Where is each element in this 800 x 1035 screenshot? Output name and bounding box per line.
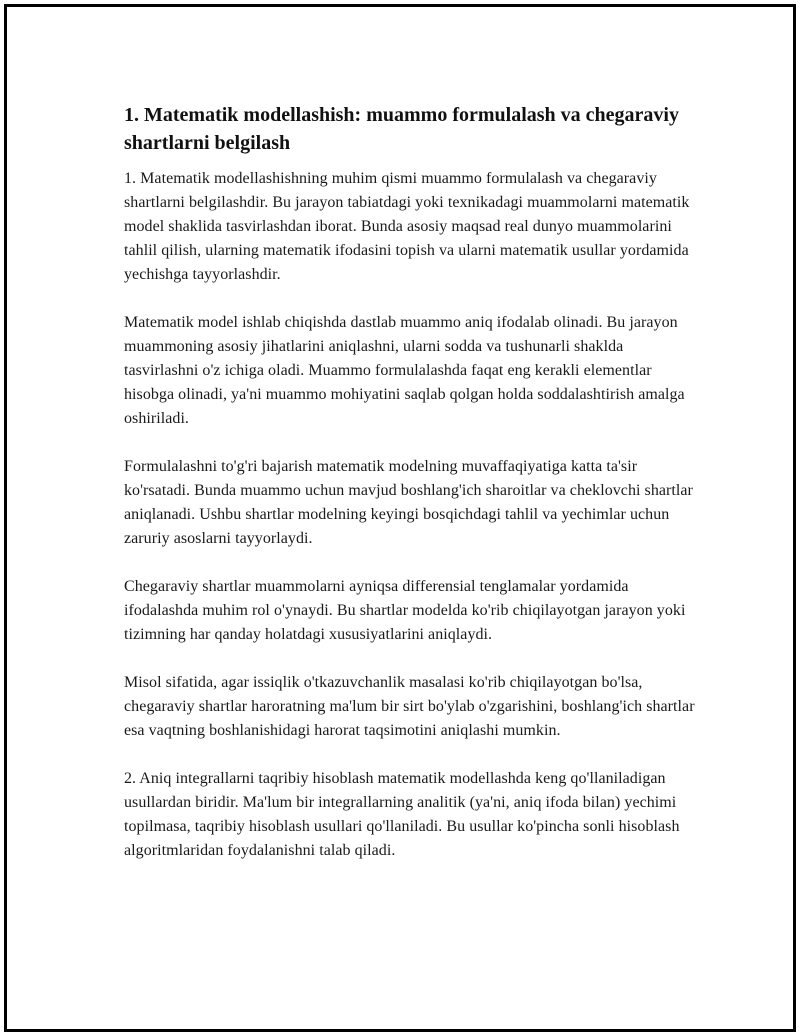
paragraph: Matematik model ishlab chiqishda dastlab muammo aniq ifodalab olinadi. Bu jarayon muammoning asosiy jihatlarini aniqlashni, ularni sodda va tushunarli shaklda tasvirlashni o'z ichiga oladi. Muammo formulalashda faqat eng kerakli elementlar hisobga olinadi, ya'ni muammo mohiyatini saqlab qolgan holda soddalashtirish amalga oshiriladi. <box>124 314 685 427</box>
paragraph: 1. Matematik modellashishning muhim qismi muammo formulalash va chegaraviy shartlarni belgilashdir. Bu jarayon tabiatdagi yoki texnikadagi muammolarni matematik model shaklida tasvirlashdan iborat. Bunda asosiy maqsad real dunyo muammolarini tahlil qilish, ularning matematik ifodasini topish va ularni matematik usullar yordamida yechishga tayyorlashdir. <box>124 170 690 283</box>
paragraph: 2. Aniq integrallarni taqribiy hisoblash matematik modellashda keng qo'llaniladigan usullardan biridir. Ma'lum bir integrallarning analitik (ya'ni, aniq ifoda bilan) yechimi topilmasa, taqribiy hisoblash usullari qo'llaniladi. Bu usullar ko'pincha sonli hisoblash algoritmlaridan foydalanishni talab qiladi. <box>124 770 680 859</box>
paragraph: Misol sifatida, agar issiqlik o'tkazuvchanlik masalasi ko'rib chiqilayotgan bo'lsa, chegaraviy shartlar haroratning ma'lum bir sirt bo'ylab o'zgarishini, boshlang'ich shartlar esa vaqtning boshlanishidagi harorat taqsimotini aniqlashi mumkin. <box>124 674 695 739</box>
paragraph: Chegaraviy shartlar muammolarni ayniqsa differensial tenglamalar yordamida ifodalashda muhim rol o'ynaydi. Bu shartlar modelda ko'rib chiqilayotgan jarayon yoki tizimning har qanday holatdagi xususiyatlarini aniqlaydi. <box>124 578 686 643</box>
paragraph: Formulalashni to'g'ri bajarish matematik modelning muvaffaqiyatiga katta ta'sir ko'rsatadi. Bunda muammo uchun mavjud boshlang'ich sharoitlar va cheklovchi shartlar aniqlanadi. Ushbu shartlar modelning keyingi bosqichdagi tahlil va yechimlar uchun zaruriy asoslarni tayyorlaydi. <box>124 458 693 547</box>
document-body <box>124 101 699 863</box>
document-title: 1. Matematik modellashish: muammo formulalash va chegaraviy shartlarni belgilash <box>124 104 679 154</box>
page-frame <box>4 4 796 1032</box>
